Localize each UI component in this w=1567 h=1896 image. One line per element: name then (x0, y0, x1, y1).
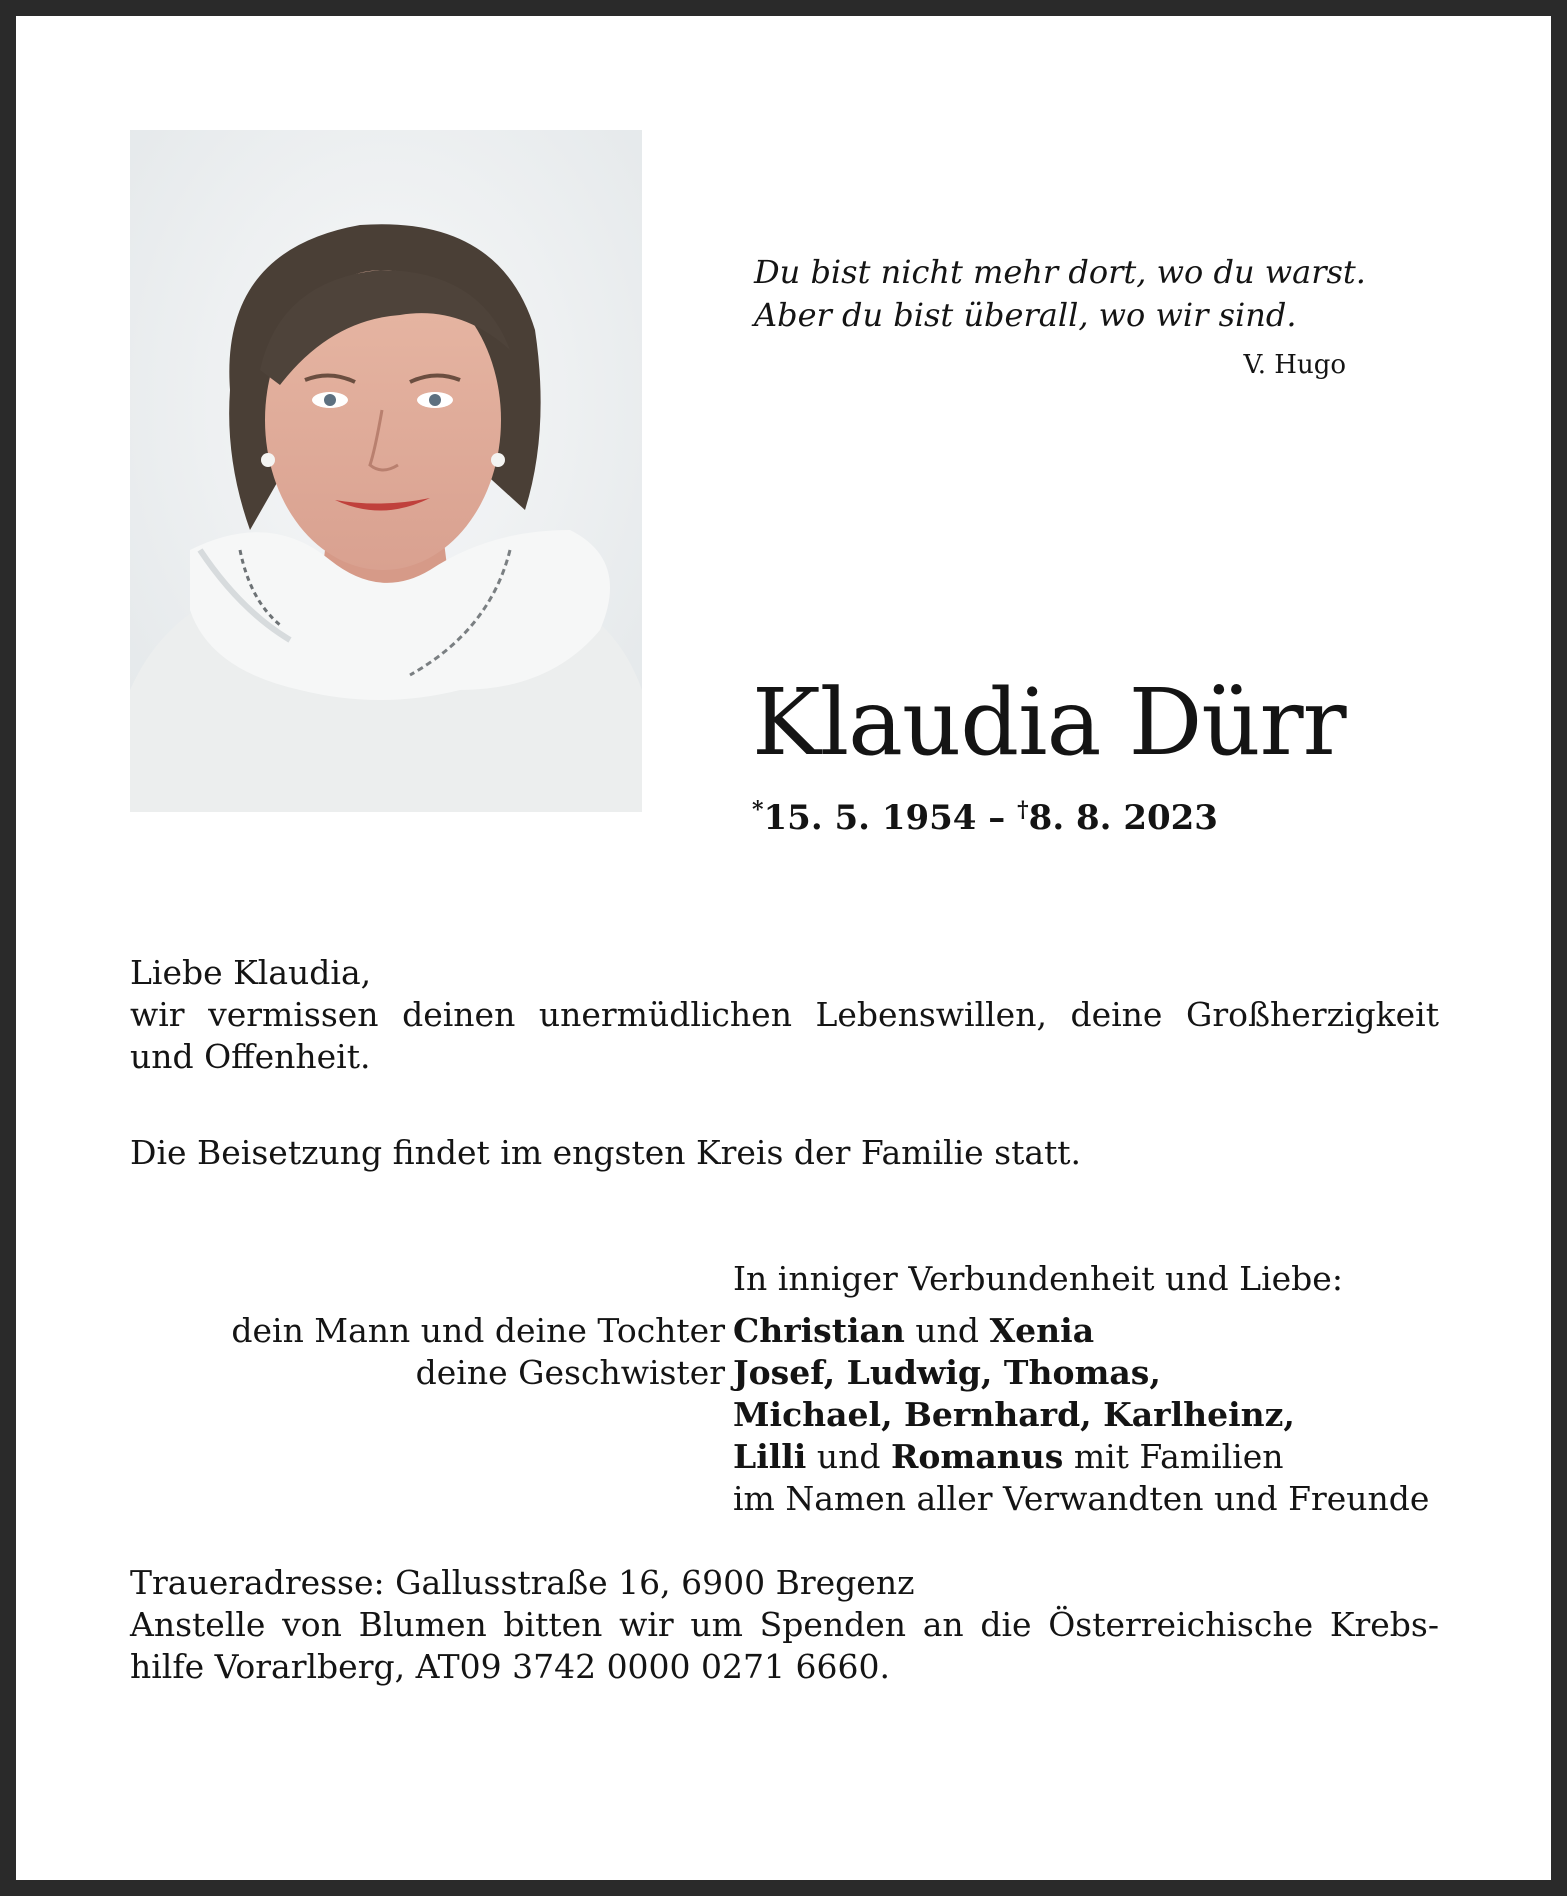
husband-daughter-names (733, 1310, 1453, 1352)
death-symbol: † (1017, 797, 1029, 823)
quote (754, 251, 1374, 337)
message-line-2: und Offenheit. (130, 1037, 371, 1076)
husband-daughter-label: dein Mann und deine Tochter (231, 1311, 725, 1350)
mourning-address: Traueradresse: Gallusstraße 16, 6900 Bregenz (130, 1563, 915, 1602)
on-behalf: im Namen aller Verwandten und Freunde (733, 1479, 1430, 1518)
deceased-name: Klaudia Dürr (752, 669, 1346, 776)
with-families: mit Familien (1073, 1437, 1284, 1476)
and-word-2: und (816, 1437, 881, 1476)
death-date: 8. 8. 2023 (1028, 798, 1218, 838)
siblings-label: deine Geschwister (415, 1353, 725, 1392)
mourners-intro: In inniger Verbundenheit und Liebe: (733, 1259, 1343, 1298)
life-dates (752, 788, 1392, 840)
greeting: Liebe Klaudia, (130, 953, 372, 992)
donation-line-2: hilfe Vorarlberg, AT09 3742 0000 0271 6660. (130, 1647, 890, 1686)
date-separator: – (976, 798, 1018, 838)
siblings-names-1: Josef, Ludwig, Thomas, (733, 1353, 1161, 1392)
sibling-romanus: Romanus (891, 1437, 1064, 1476)
daughter-name: Xenia (989, 1311, 1095, 1350)
siblings-names-2: Michael, Bernhard, Karlheinz, (733, 1395, 1295, 1434)
birth-symbol: * (752, 797, 764, 823)
message-line-1: wir vermissen deinen unermüdlichen Lebenswillen, deine Großherzigkeit (130, 995, 1439, 1034)
quote-line-1: Du bist nicht mehr dort, wo du warst. (754, 253, 1366, 291)
quote-author: V. Hugo (1243, 350, 1346, 380)
obituary-notice (16, 16, 1551, 1880)
donation-line-1: Anstelle von Blumen bitten wir um Spenden an die Österreichische Krebs- (130, 1605, 1439, 1644)
portrait-photo (130, 130, 642, 812)
siblings-line-2 (733, 1394, 1453, 1436)
burial-note: Die Beisetzung findet im engsten Kreis der Familie statt. (130, 1133, 1082, 1172)
birth-date: 15. 5. 1954 (763, 798, 977, 838)
quote-line-2: Aber du bist überall, wo wir sind. (754, 296, 1297, 334)
sibling-lilli: Lilli (733, 1437, 807, 1476)
siblings-line-3 (733, 1436, 1453, 1478)
siblings-line-1 (733, 1352, 1453, 1394)
husband-name: Christian (733, 1311, 905, 1350)
and-word: und (915, 1311, 980, 1350)
